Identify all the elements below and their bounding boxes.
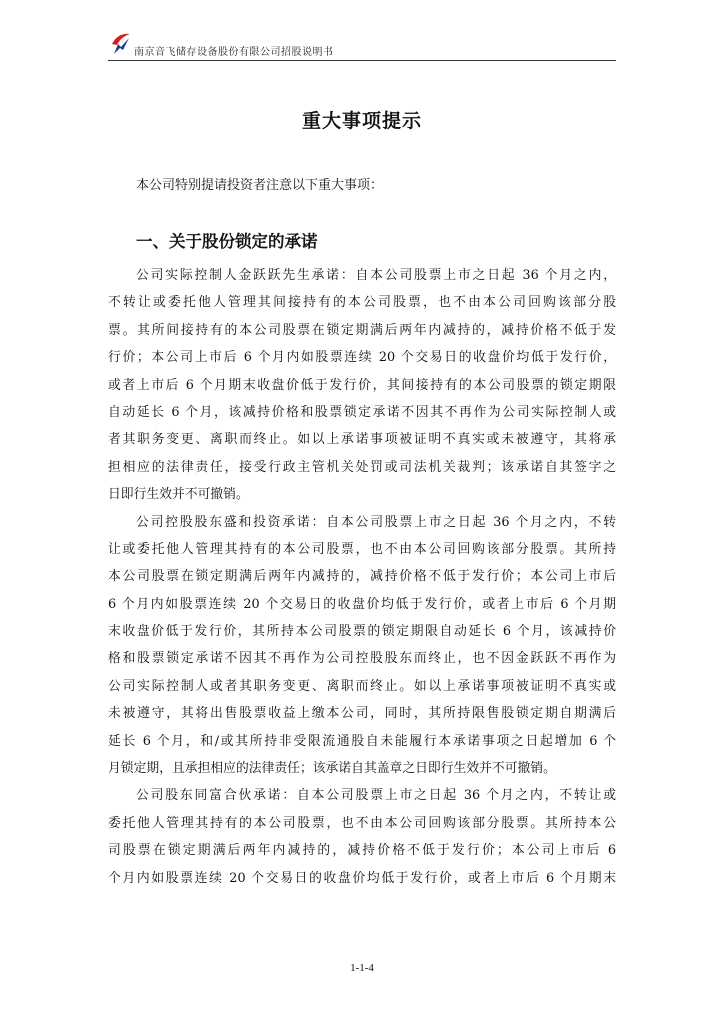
paragraph-line: 公司控股股东盛和投资承诺：自本公司股票上市之日起 36 个月之内，不转 bbox=[136, 514, 616, 530]
page-header bbox=[108, 30, 616, 64]
intro-sentence: 本公司特别提请投资者注意以下重大事项： bbox=[136, 178, 384, 193]
paragraph-line: 延长 6 个月，和/或其所持非受限流通股自未能履行本承诺事项之日起增加 6 个 bbox=[108, 733, 616, 749]
paragraph-line: 月锁定期，且承担相应的法律责任；该承诺自其盖章之日即行生效并不可撤销。 bbox=[108, 761, 556, 777]
paragraph-partnership-commitment bbox=[108, 782, 616, 892]
paragraph-line: 公司股东同富合伙承诺：自本公司股票上市之日起 36 个月之内，不转让或 bbox=[136, 788, 616, 804]
company-logo-icon bbox=[108, 30, 134, 56]
paragraph-line: 公司实际控制人金跃跃先生承诺：自本公司股票上市之日起 36 个月之内， bbox=[136, 268, 616, 283]
paragraph-line: 或者上市后 6 个月期末收盘价低于发行价，其间接持有的本公司股票的锁定期限 bbox=[108, 377, 616, 393]
paragraph-line: 票。其所间接持有的本公司股票在锁定期满后两年内减持的，减持价格不低于发 bbox=[108, 322, 616, 338]
paragraph-line: 者其职务变更、离职而终止。如以上承诺事项被证明不真实或未被遵守，其将承 bbox=[108, 432, 616, 448]
page-number: 1-1-4 bbox=[350, 962, 374, 974]
paragraph-controller-commitment bbox=[108, 262, 616, 509]
paragraph-line: 自动延长 6 个月，该减持价格和股票锁定承诺不因其不再作为公司实际控制人或 bbox=[108, 404, 616, 420]
paragraph-line: 格和股票锁定承诺不因其不再作为公司控股股东而终止，也不因金跃跃不再作为 bbox=[108, 651, 616, 667]
paragraph-controlling-shareholder-commitment bbox=[108, 509, 616, 783]
paragraph-line: 6 个月内如股票连续 20 个交易日的收盘价均低于发行价，或者上市后 6 个月期 bbox=[108, 596, 616, 612]
paragraph-line: 委托他人管理其持有的本公司股票，也不由本公司回购该部分股票。其所持本公 bbox=[108, 815, 616, 831]
header-company-doc-title: 南京音飞储存设备股份有限公司招股说明书 bbox=[134, 47, 334, 58]
paragraph-line: 日即行生效并不可撤销。 bbox=[108, 487, 249, 503]
paragraph-line: 行价；本公司上市后 6 个月内如股票连续 20 个交易日的收盘价均低于发行价， bbox=[108, 350, 616, 366]
paragraph-line: 公司实际控制人或者其职务变更、离职而终止。如以上承诺事项被证明不真实或 bbox=[108, 678, 616, 694]
paragraph-line: 本公司股票在锁定期满后两年内减持的，减持价格不低于发行价；本公司上市后 bbox=[108, 569, 616, 585]
paragraph-line: 个月内如股票连续 20 个交易日的收盘价均低于发行价，或者上市后 6 个月期末 bbox=[108, 870, 616, 886]
paragraph-line: 末收盘价低于发行价，其所持本公司股票的锁定期限自动延长 6 个月，该减持价 bbox=[108, 624, 616, 640]
body-text bbox=[108, 262, 616, 892]
section-heading: 一、关于股份锁定的承诺 bbox=[136, 232, 318, 251]
paragraph-line: 不转让或委托他人管理其间接持有的本公司股票，也不由本公司回购该部分股 bbox=[108, 295, 616, 311]
page-title: 重大事项提示 bbox=[301, 110, 422, 132]
paragraph-line: 担相应的法律责任，接受行政主管机关处罚或司法机关裁判；该承诺自其签字之 bbox=[108, 459, 616, 475]
header-divider bbox=[108, 60, 616, 61]
paragraph-line: 司股票在锁定期满后两年内减持的，减持价格不低于发行价；本公司上市后 6 bbox=[108, 843, 616, 859]
paragraph-line: 未被遵守，其将出售股票收益上缴本公司，同时，其所持限售股锁定期自期满后 bbox=[108, 706, 616, 722]
paragraph-line: 让或委托他人管理其持有的本公司股票，也不由本公司回购该部分股票。其所持 bbox=[108, 541, 616, 557]
